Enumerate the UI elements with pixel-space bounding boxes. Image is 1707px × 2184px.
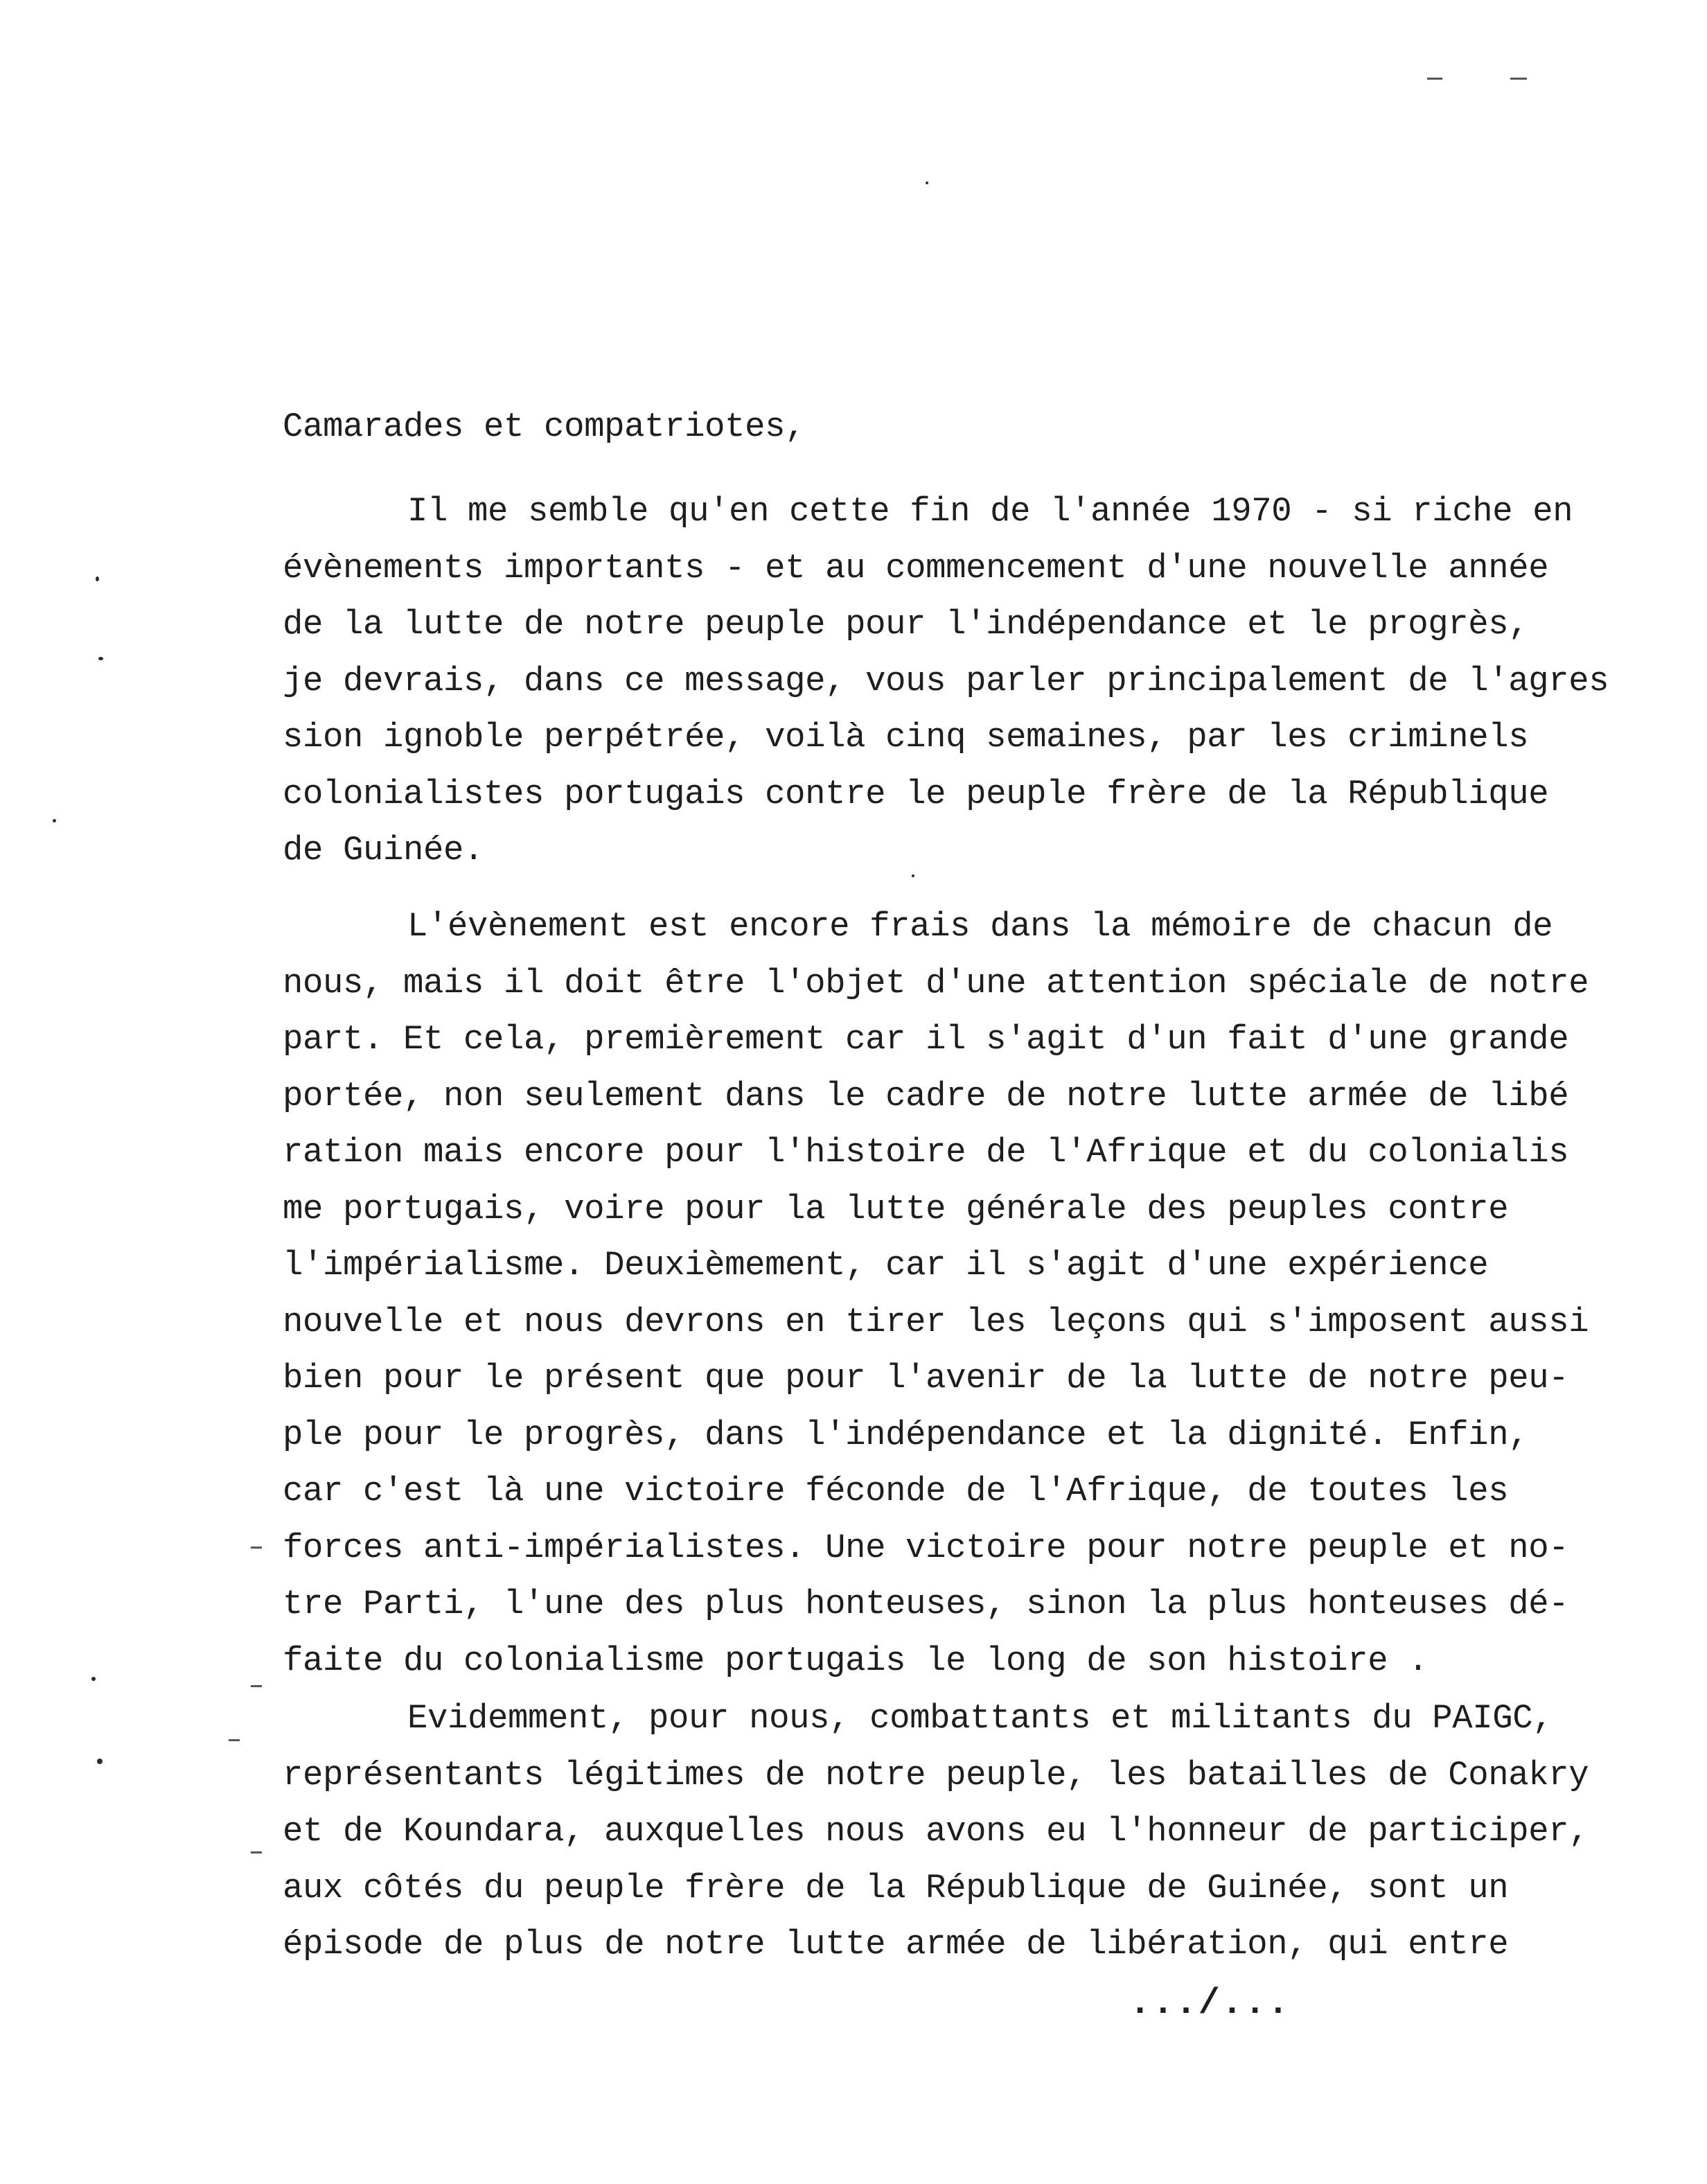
continuation-mark: .../... (1129, 1983, 1291, 2024)
text-line: colonialistes portugais contre le peuple frère de la République (283, 774, 1549, 813)
text-line: épisode de plus de notre lutte armée de libération, qui entre (283, 1925, 1509, 1964)
text-line: me portugais, voire pour la lutte générale des peuples contre (283, 1189, 1509, 1228)
scan-speck (926, 182, 928, 184)
text-line: forces anti-impérialistes. Une victoire pour notre peuple et no- (283, 1528, 1569, 1567)
text-line: portée, non seulement dans le cadre de notre lutte armée de libé (283, 1076, 1569, 1116)
scan-mark (1427, 78, 1442, 80)
paragraph-1 (283, 484, 1634, 879)
text-line: Evidemment, pour nous, combattants et militants du PAIGC, (407, 1699, 1553, 1738)
text-line: aux côtés du peuple frère de la République de Guinée, sont un (283, 1868, 1509, 1908)
scan-mark (1510, 78, 1527, 80)
scan-mark (251, 1547, 262, 1549)
greeting: Camarades et compatriotes, (283, 407, 806, 446)
text-line: nous, mais il doit être l'objet d'une attention spéciale de notre (283, 963, 1589, 1003)
scan-speck (97, 1759, 103, 1764)
paragraph-2 (283, 899, 1634, 1689)
paragraph-3 (283, 1691, 1634, 1973)
scan-mark (229, 1739, 240, 1741)
text-line: et de Koundara, auxquelles nous avons eu l'honneur de participer, (283, 1812, 1589, 1851)
text-line: tre Parti, l'une des plus honteuses, sinon la plus honteuses dé- (283, 1585, 1569, 1623)
text-line: part. Et cela, premièrement car il s'agit d'un fait d'une grande (283, 1020, 1569, 1059)
text-line: faite du colonialisme portugais le long de son histoire . (283, 1641, 1429, 1680)
text-line: je devrais, dans ce message, vous parler principalement de l'agres (283, 661, 1609, 701)
scan-mark (251, 1851, 262, 1853)
text-line: Il me semble qu'en cette fin de l'année 1970 - si riche en (407, 492, 1573, 531)
text-line: bien pour le présent que pour l'avenir de la lutte de notre peu- (283, 1359, 1569, 1398)
scan-speck (98, 657, 103, 660)
text-line: l'impérialisme. Deuxièmement, car il s'agit d'une expérience (283, 1246, 1489, 1285)
scan-speck (96, 576, 99, 581)
scan-speck (53, 819, 56, 822)
text-line: car c'est là une victoire féconde de l'Afrique, de toutes les (283, 1472, 1509, 1511)
text-line: ration mais encore pour l'histoire de l'Afrique et du colonialis (283, 1133, 1569, 1172)
text-line: sion ignoble perpétrée, voilà cinq semaines, par les criminels (283, 718, 1529, 757)
text-line: représentants légitimes de notre peuple, les batailles de Conakry (283, 1755, 1589, 1795)
text-line: de Guinée. (283, 831, 484, 870)
text-line: évènements importants - et au commencement d'une nouvelle année (283, 548, 1549, 588)
text-line: L'évènement est encore frais dans la mémoire de chacun de (407, 907, 1553, 946)
text-line: de la lutte de notre peuple pour l'indépendance et le progrès, (283, 605, 1529, 644)
scan-speck (91, 1677, 96, 1681)
text-line: ple pour le progrès, dans l'indépendance et la dignité. Enfin, (283, 1415, 1529, 1454)
text-line: nouvelle et nous devrons en tirer les leçons qui s'imposent aussi (283, 1302, 1589, 1341)
scan-speck (912, 874, 914, 877)
scan-mark (251, 1685, 262, 1687)
